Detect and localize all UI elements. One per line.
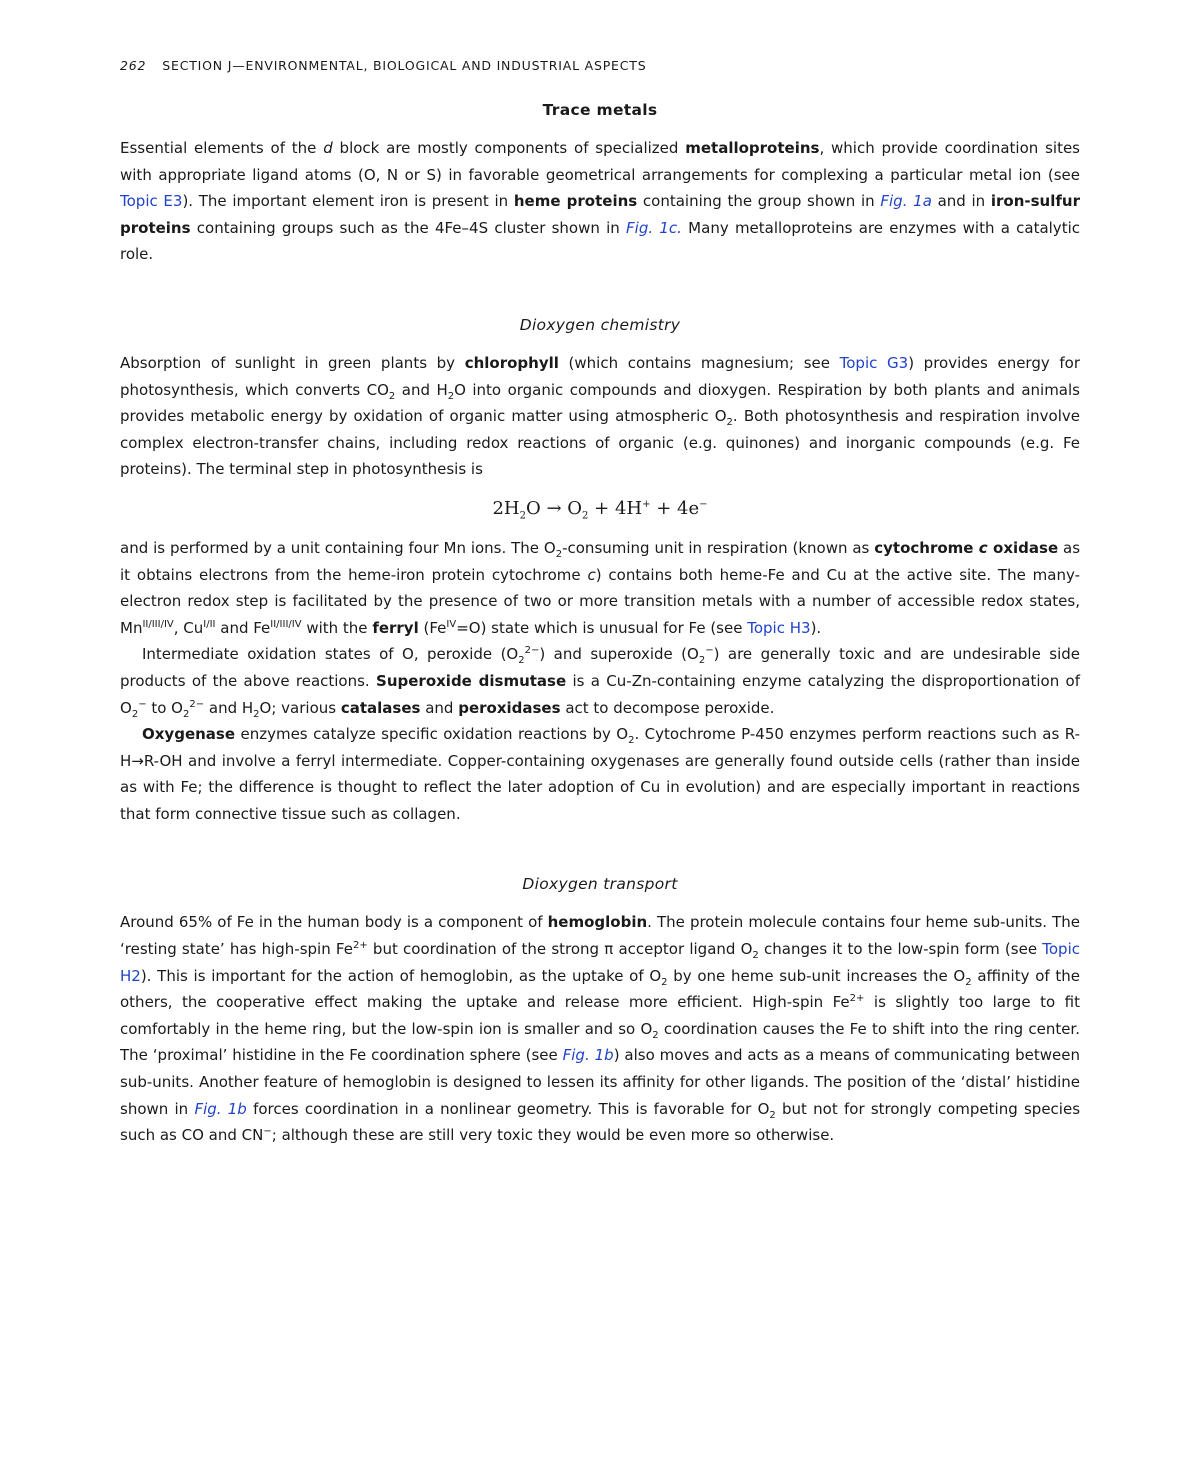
term-oxygenase: Oxygenase <box>142 725 236 744</box>
paragraph-oxygenase: Oxygenase enzymes catalyze specific oxidation reactions by $O_2$. Cytochrome P-450 enzymes perform reactions such as R-H→R-OH and involve a ferryl intermediate. Copper-containing oxygenases are generally found outside cells (rather than inside as with Fe; the difference is thought to reflect the later adoption of Cu in evolution) and are especially important in reactions that form connective tissue such as collagen. <box>120 725 1080 823</box>
term-metalloproteins: metalloproteins <box>685 139 820 157</box>
heading-trace-metals: Trace metals <box>542 101 658 119</box>
term-iron-sulfur-proteins: iron-sulfur proteins <box>120 192 1080 237</box>
section-gap <box>120 827 1080 875</box>
term-peroxidases: peroxidases <box>458 698 561 717</box>
paragraph-superoxide: Intermediate oxidation states of O, peroxide $(O_2^{2-})$ and superoxide $(O_2^-)$ are generally toxic and are undesirable side products of the above reactions. Superoxide dismutase is a Cu-Zn-containing enzyme catalyzing the disproportionation of $O_2^-$ to $O_2^{2-}$ and $H_2O$; various catalases and peroxidases act to decompose peroxide. <box>120 645 1080 720</box>
link-topic-h3[interactable]: Topic H3 <box>747 618 811 637</box>
running-head <box>120 58 1080 73</box>
term-ferryl: ferryl <box>372 618 419 637</box>
paragraph-trace-metals: Essential elements of the d block are mostly components of specialized metalloproteins, which provide coordination sites with appropriate ligand atoms (O, N or S) in favorable geometrical arrangements for complexing a particular metal ion (see Topic E3). The important element iron is present in heme proteins containing the group shown in Fig. 1a and in iron-sulfur proteins containing groups such as the 4Fe–4S cluster shown in Fig. 1c. Many metalloproteins are enzymes with a catalytic role. <box>120 139 1080 264</box>
section-gap <box>120 268 1080 316</box>
paragraph-hemoglobin: Around 65% of Fe in the human body is a component of hemoglobin. The protein molecule contains four heme sub-units. The ‘resting state’ has high-spin $Fe^{2+}$ but coordination of the strong π acceptor ligand $O_2$ changes it to the low-spin form (see Topic H2). This is important for the action of hemoglobin, as the uptake of $O_2$ by one heme sub-unit increases the $O_2$ affinity of the others, the cooperative effect making the uptake and release more efficient. High-spin $Fe^{2+}$ is slightly too large to fit comfortably in the heme ring, but the low-spin ion is smaller and so $O_2$ coordination causes the Fe to shift into the ring center. The ‘proximal’ histidine in the Fe coordination sphere (see Fig. 1b) also moves and acts as a means of communicating between sub-units. Another feature of hemoglobin is designed to lessen its affinity for other ligands. The position of the ‘distal’ histidine shown in Fig. 1b forces coordination in a nonlinear geometry. This is favorable for $O_2$ but not for strongly competing species such as CO and CN−; although these are still very toxic they would be even more so otherwise. <box>120 913 1081 1145</box>
term-superoxide-dismutase: Superoxide dismutase <box>376 671 567 690</box>
term-hemoglobin: hemoglobin <box>547 913 648 932</box>
link-topic-h2[interactable]: Topic H2 <box>120 940 1080 985</box>
heading-dioxygen-chemistry: Dioxygen chemistry <box>519 315 681 334</box>
term-catalases: catalases <box>340 698 421 717</box>
term-chlorophyll: chlorophyll <box>464 353 559 372</box>
paragraph-photosynthesis: Absorption of sunlight in green plants by chlorophyll (which contains magnesium; see Topic G3) provides energy for photosynthesis, which converts $CO_2$ and $H_2O$ into organic compounds and dioxygen. Respiration by both plants and animals provides metabolic energy by oxidation of organic matter using atmospheric $O_2$. Both photosynthesis and respiration involve complex electron-transfer chains, including redox reactions of organic (e.g. quinones) and inorganic compounds (e.g. Fe proteins). The terminal step in photosynthesis is <box>120 353 1080 479</box>
link-fig-1c[interactable]: Fig. 1c. <box>626 218 682 237</box>
link-topic-e3[interactable]: Topic E3 <box>120 192 183 211</box>
link-fig-1a[interactable]: Fig. 1a <box>880 192 932 211</box>
term-heme-proteins: heme proteins <box>513 192 638 211</box>
term-cytochrome-c-oxidase: cytochrome c oxidase <box>874 538 1059 557</box>
page <box>120 58 1080 1149</box>
link-topic-g3[interactable]: Topic G3 <box>839 353 909 372</box>
section-title: SECTION J—ENVIRONMENTAL, BIOLOGICAL AND INDUSTRIAL ASPECTS <box>162 58 647 73</box>
page-number: 262 <box>120 58 147 73</box>
heading-dioxygen-transport: Dioxygen transport <box>522 875 678 894</box>
equation-photosynthesis: $2H_2O \to O_2 + 4H^+ + 4e^-$ <box>492 497 708 522</box>
link-fig-1b-second[interactable]: Fig. 1b <box>194 1099 247 1118</box>
paragraph-respiration: and is performed by a unit containing four Mn ions. The $O_2$-consuming unit in respiration (known as cytochrome c oxidase as it obtains electrons from the heme-iron protein cytochrome c) contains both heme-Fe and Cu at the active site. The many-electron redox step is facilitated by the presence of two or more transition metals with a number of accessible redox states, $Mn^{II/III/IV}$, $Cu^{I/II}$ and $Fe^{II/III/IV}$ with the ferryl $(Fe^{IV}=O)$ state which is unusual for Fe (see Topic H3). <box>120 538 1081 637</box>
link-fig-1b[interactable]: Fig. 1b <box>562 1046 614 1065</box>
